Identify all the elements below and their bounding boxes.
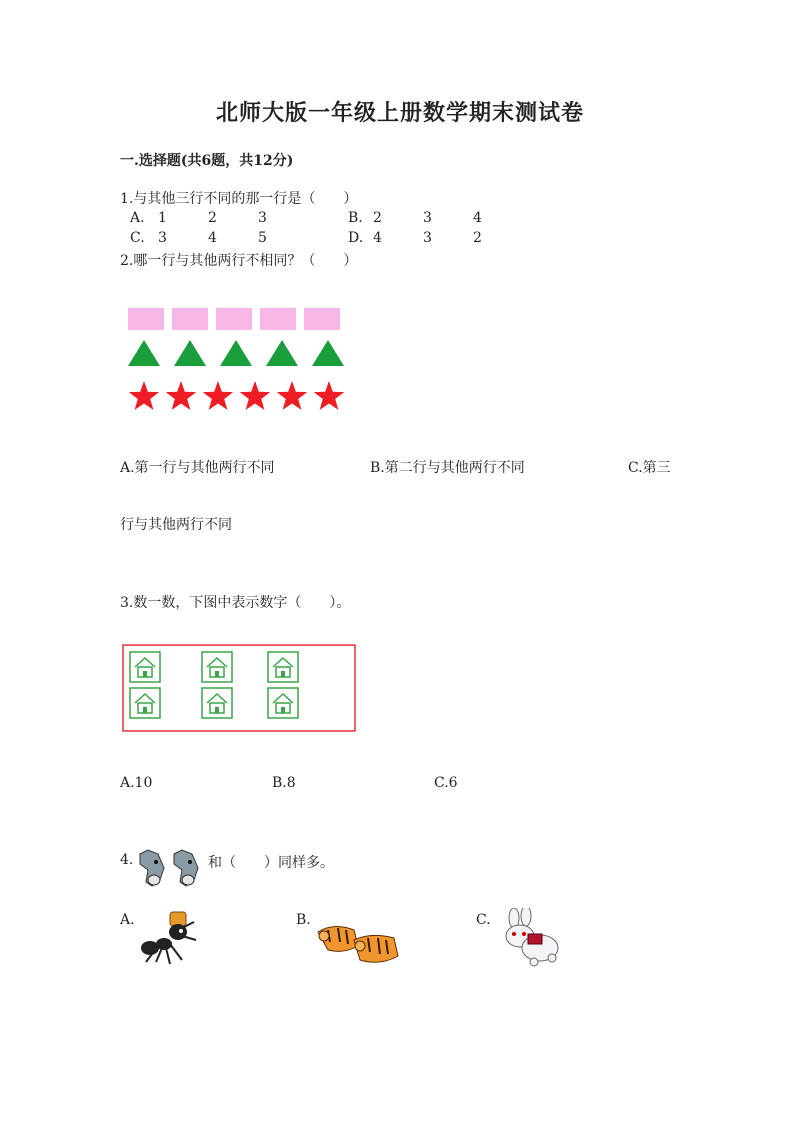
red-star bbox=[203, 381, 233, 410]
ant-image bbox=[140, 910, 204, 972]
q1-option-b[interactable]: B. 2 3 4 bbox=[348, 210, 482, 226]
shapes-figure bbox=[120, 300, 360, 420]
q3-option-a[interactable]: A.10 bbox=[120, 775, 153, 791]
q2-option-b[interactable]: B.第二行与其他两行不同 bbox=[370, 460, 525, 476]
green-triangle bbox=[174, 340, 206, 366]
pink-square bbox=[304, 308, 340, 330]
q1-option-c[interactable]: C. 3 4 5 bbox=[130, 230, 267, 246]
red-star bbox=[240, 381, 270, 410]
q4-option-a[interactable]: A. bbox=[120, 912, 135, 928]
question-2-stem: 2.哪一行与其他两行不相同？（ ） bbox=[120, 253, 358, 269]
q3-option-c[interactable]: C.6 bbox=[434, 775, 458, 791]
house-icon-door bbox=[215, 707, 219, 713]
pink-square bbox=[172, 308, 208, 330]
q4-option-c[interactable]: C. bbox=[476, 912, 491, 928]
tigers-image bbox=[314, 912, 402, 970]
pink-square bbox=[216, 308, 252, 330]
question-4-number: 4. bbox=[120, 852, 134, 868]
rabbit-image bbox=[494, 908, 564, 970]
green-triangle bbox=[312, 340, 344, 366]
green-triangle bbox=[266, 340, 298, 366]
red-star bbox=[129, 381, 159, 410]
horse-heads-image bbox=[134, 846, 206, 890]
q2-option-c[interactable]: C.第三 bbox=[628, 460, 671, 476]
red-star bbox=[166, 381, 196, 410]
section-heading: 一.选择题(共6题，共12分) bbox=[120, 153, 294, 169]
pink-square bbox=[260, 308, 296, 330]
q1-option-a[interactable]: A. 1 2 3 bbox=[130, 210, 267, 226]
q2-option-a[interactable]: A.第一行与其他两行不同 bbox=[120, 460, 275, 476]
house-icon-door bbox=[281, 671, 285, 677]
question-3-stem: 3.数一数，下图中表示数字（ ）。 bbox=[120, 595, 351, 611]
q2-option-c-continued: 行与其他两行不同 bbox=[120, 517, 232, 533]
house-icon-door bbox=[143, 671, 147, 677]
question-4-stem: 和（ ）同样多。 bbox=[208, 855, 334, 871]
houses-figure bbox=[122, 644, 358, 734]
red-star bbox=[277, 381, 307, 410]
q1-option-d[interactable]: D. 4 3 2 bbox=[348, 230, 482, 246]
green-triangle bbox=[220, 340, 252, 366]
red-star bbox=[314, 381, 344, 410]
q4-option-b[interactable]: B. bbox=[296, 912, 311, 928]
page-title: 北师大版一年级上册数学期末测试卷 bbox=[215, 100, 584, 126]
pink-square bbox=[128, 308, 164, 330]
question-1-stem: 1.与其他三行不同的那一行是（ ） bbox=[120, 191, 358, 207]
house-icon-door bbox=[143, 707, 147, 713]
q3-option-b[interactable]: B.8 bbox=[272, 775, 296, 791]
house-icon-door bbox=[281, 707, 285, 713]
green-triangle bbox=[128, 340, 160, 366]
house-icon-door bbox=[215, 671, 219, 677]
